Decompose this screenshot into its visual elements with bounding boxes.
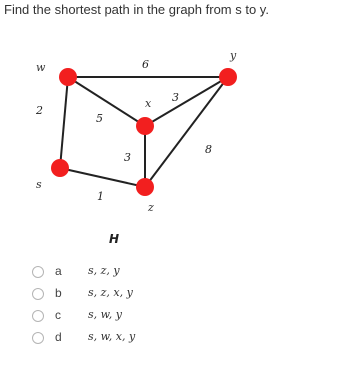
- option-answer-c: s, w, y: [88, 308, 122, 321]
- radio-d[interactable]: [32, 332, 44, 344]
- question-text: Find the shortest path in the graph from s to y.: [4, 2, 269, 17]
- radio-c[interactable]: [32, 310, 44, 322]
- edge-weight-x-z: 3: [124, 151, 131, 164]
- edge-weight-w-s: 2: [36, 104, 43, 117]
- option-answer-a: s, z, y: [88, 264, 120, 277]
- option-answer-d: s, w, x, y: [88, 330, 136, 343]
- vertex-label-y: y: [230, 49, 237, 62]
- edge-weight-z-y: 8: [205, 143, 212, 156]
- graph-heading: H: [109, 232, 120, 246]
- option-b[interactable]: [32, 286, 192, 304]
- option-letter-a: a: [55, 264, 62, 278]
- option-answer-b: s, z, x, y: [88, 286, 133, 299]
- radio-a[interactable]: [32, 266, 44, 278]
- radio-b[interactable]: [32, 288, 44, 300]
- option-letter-c: c: [55, 308, 61, 322]
- option-a[interactable]: [32, 264, 192, 282]
- vertex-label-w: w: [36, 61, 46, 74]
- option-letter-d: d: [55, 330, 62, 344]
- edge-weight-s-z: 1: [97, 190, 104, 203]
- option-letter-b: b: [55, 286, 62, 300]
- edge-weight-x-y: 3: [172, 91, 179, 104]
- edge-weight-w-x: 5: [96, 112, 103, 125]
- option-c[interactable]: [32, 308, 192, 326]
- edge-weight-w-y: 6: [142, 58, 149, 71]
- vertex-label-x: x: [145, 97, 152, 110]
- vertex-label-s: s: [36, 178, 42, 191]
- vertex-label-z: z: [148, 201, 154, 214]
- option-d[interactable]: [32, 330, 192, 348]
